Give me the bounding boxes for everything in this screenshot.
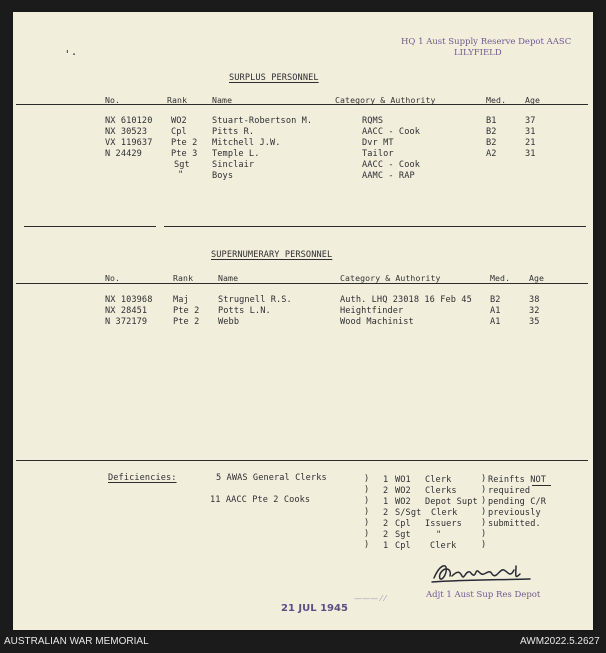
detail-rank: Sgt bbox=[395, 530, 411, 540]
detail-rank: S/Sgt bbox=[395, 508, 422, 518]
supernumerary-header-category: Category & Authority bbox=[340, 273, 441, 283]
supernumerary-header-no: No. bbox=[105, 273, 121, 283]
cell-age: 35 bbox=[529, 317, 540, 327]
cell-age: 31 bbox=[525, 127, 536, 137]
cell-name: Stuart-Robertson M. bbox=[212, 116, 313, 126]
cell-no: NX 610120 bbox=[105, 116, 153, 126]
detail-role: Depot Supt bbox=[425, 497, 478, 507]
bracket-left: ) bbox=[364, 507, 370, 517]
cell-med: B1 bbox=[486, 116, 497, 126]
detail-role: Clerk bbox=[431, 508, 458, 518]
remark-text: Reinfts NOT bbox=[488, 475, 547, 485]
cell-age: 32 bbox=[529, 306, 540, 316]
surplus-title: SURPLUS PERSONNEL bbox=[229, 73, 319, 83]
cell-rank: Cpl bbox=[171, 127, 187, 137]
remark-line: pending C/R bbox=[488, 497, 547, 507]
surplus-header-age: Age bbox=[525, 95, 541, 105]
detail-qty: 2 bbox=[383, 486, 389, 496]
cell-med: B2 bbox=[490, 295, 501, 305]
bracket-left: ) bbox=[364, 518, 370, 528]
bracket-right: ) bbox=[481, 485, 487, 495]
signature bbox=[430, 560, 550, 588]
remark-line bbox=[488, 475, 546, 485]
cell-no: N 372179 bbox=[105, 317, 148, 327]
cell-rank: Pte 2 bbox=[173, 306, 200, 316]
detail-role: " bbox=[436, 530, 442, 540]
bracket-left: ) bbox=[364, 474, 370, 484]
cell-med: A2 bbox=[486, 149, 497, 159]
cell-age: 31 bbox=[525, 149, 536, 159]
cell-rank: Pte 3 bbox=[171, 149, 198, 159]
cell-age: 37 bbox=[525, 116, 536, 126]
supernumerary-header-name: Name bbox=[218, 273, 239, 283]
bracket-right: ) bbox=[481, 518, 487, 528]
section-break-rule-right bbox=[164, 226, 586, 227]
cell-category: RQMS bbox=[362, 116, 384, 126]
cell-no: VX 119637 bbox=[105, 138, 153, 148]
supernumerary-title: SUPERNUMERARY PERSONNEL bbox=[211, 250, 333, 260]
cell-med: A1 bbox=[490, 317, 501, 327]
cell-rank: Pte 2 bbox=[171, 138, 198, 148]
supernumerary-header-age: Age bbox=[529, 273, 545, 283]
detail-rank: WO2 bbox=[395, 486, 411, 496]
bracket-right: ) bbox=[481, 529, 487, 539]
remark-line: submitted. bbox=[488, 519, 541, 529]
bracket-right: ) bbox=[481, 540, 487, 550]
cell-age: 21 bbox=[525, 138, 536, 148]
detail-qty: 1 bbox=[383, 497, 389, 507]
bracket-left: ) bbox=[364, 540, 370, 550]
cell-category: Heightfinder bbox=[340, 306, 404, 316]
cell-category: Dvr MT bbox=[362, 138, 394, 148]
cell-name: Mitchell J.W. bbox=[212, 138, 281, 148]
cell-category: AACC - Cook bbox=[362, 127, 421, 137]
signature-title: Adjt 1 Aust Sup Res Depot bbox=[426, 590, 541, 600]
detail-qty: 2 bbox=[383, 530, 389, 540]
ink-mark: '· bbox=[64, 48, 78, 61]
detail-role: Clerk bbox=[430, 541, 457, 551]
detail-qty: 1 bbox=[383, 475, 389, 485]
surplus-header-no: No. bbox=[105, 95, 121, 105]
not-underline bbox=[532, 485, 551, 486]
detail-role: Clerk bbox=[425, 475, 452, 485]
surplus-header-name: Name bbox=[212, 95, 233, 105]
detail-rank: Cpl bbox=[395, 519, 411, 529]
bracket-left: ) bbox=[364, 485, 370, 495]
supernumerary-header-rule bbox=[16, 283, 588, 284]
cell-rank: Pte 2 bbox=[173, 317, 200, 327]
cell-rank: Maj bbox=[173, 295, 189, 305]
remark-line: required bbox=[488, 486, 531, 496]
detail-rank: Cpl bbox=[395, 541, 411, 551]
cell-name: Potts L.N. bbox=[218, 306, 271, 316]
cell-name: Temple L. bbox=[212, 149, 260, 159]
cell-no: NX 103968 bbox=[105, 295, 153, 305]
bracket-left: ) bbox=[364, 496, 370, 506]
supernumerary-header-med: Med. bbox=[490, 273, 511, 283]
bracket-right: ) bbox=[481, 507, 487, 517]
cell-category: Wood Machinist bbox=[340, 317, 414, 327]
deficiency-item: 11 AACC Pte 2 Cooks bbox=[210, 495, 311, 505]
cell-med: B2 bbox=[486, 138, 497, 148]
remark-line: previously bbox=[488, 508, 541, 518]
cell-age: 38 bbox=[529, 295, 540, 305]
cell-category: Tailor bbox=[362, 149, 394, 159]
surplus-header-med: Med. bbox=[486, 95, 507, 105]
deficiency-item: 5 AWAS General Clerks bbox=[216, 473, 327, 483]
bracket-left: ) bbox=[364, 529, 370, 539]
bracket-right: ) bbox=[481, 474, 487, 484]
cell-no: N 24429 bbox=[105, 149, 142, 159]
cell-no: NX 28451 bbox=[105, 306, 148, 316]
cell-name: Boys bbox=[212, 171, 234, 181]
detail-role: Clerks bbox=[425, 486, 457, 496]
cell-category: AAMC - RAP bbox=[362, 171, 415, 181]
date-stamp-smudge: ——— ⁄ ⁄ bbox=[354, 594, 386, 603]
detail-qty: 2 bbox=[383, 508, 389, 518]
cell-name: Pitts R. bbox=[212, 127, 255, 137]
detail-role: Issuers bbox=[425, 519, 462, 529]
cell-name: Webb bbox=[218, 317, 240, 327]
cell-rank: " bbox=[178, 170, 184, 180]
detail-qty: 1 bbox=[383, 541, 389, 551]
unit-stamp-line2: LILYFIELD bbox=[454, 48, 502, 58]
cell-rank: Sgt bbox=[174, 160, 190, 170]
cell-no: NX 30523 bbox=[105, 127, 148, 137]
supernumerary-header-rank: Rank bbox=[173, 273, 194, 283]
detail-rank: WO1 bbox=[395, 475, 411, 485]
surplus-header-category: Category & Authority bbox=[335, 95, 436, 105]
cell-name: Strugnell R.S. bbox=[218, 295, 292, 305]
unit-stamp-line1: HQ 1 Aust Supply Reserve Depot AASC bbox=[401, 37, 572, 47]
cell-category: Auth. LHQ 23018 16 Feb 45 bbox=[340, 295, 472, 305]
detail-rank: WO2 bbox=[395, 497, 411, 507]
deficiencies-label: Deficiencies: bbox=[108, 473, 177, 483]
cell-med: B2 bbox=[486, 127, 497, 137]
cell-med: A1 bbox=[490, 306, 501, 316]
footer-credit: AUSTRALIAN WAR MEMORIAL bbox=[4, 636, 149, 647]
section-break-rule-left bbox=[24, 226, 156, 227]
cell-name: Sinclair bbox=[212, 160, 255, 170]
deficiencies-top-rule bbox=[16, 460, 588, 461]
footer-accession-number: AWM2022.5.2627 bbox=[520, 636, 600, 647]
date-stamp: 21 JUL 1945 bbox=[281, 603, 348, 614]
bracket-right: ) bbox=[481, 496, 487, 506]
surplus-header-rank: Rank bbox=[167, 95, 188, 105]
cell-rank: WO2 bbox=[171, 116, 187, 126]
detail-qty: 2 bbox=[383, 519, 389, 529]
cell-category: AACC - Cook bbox=[362, 160, 421, 170]
